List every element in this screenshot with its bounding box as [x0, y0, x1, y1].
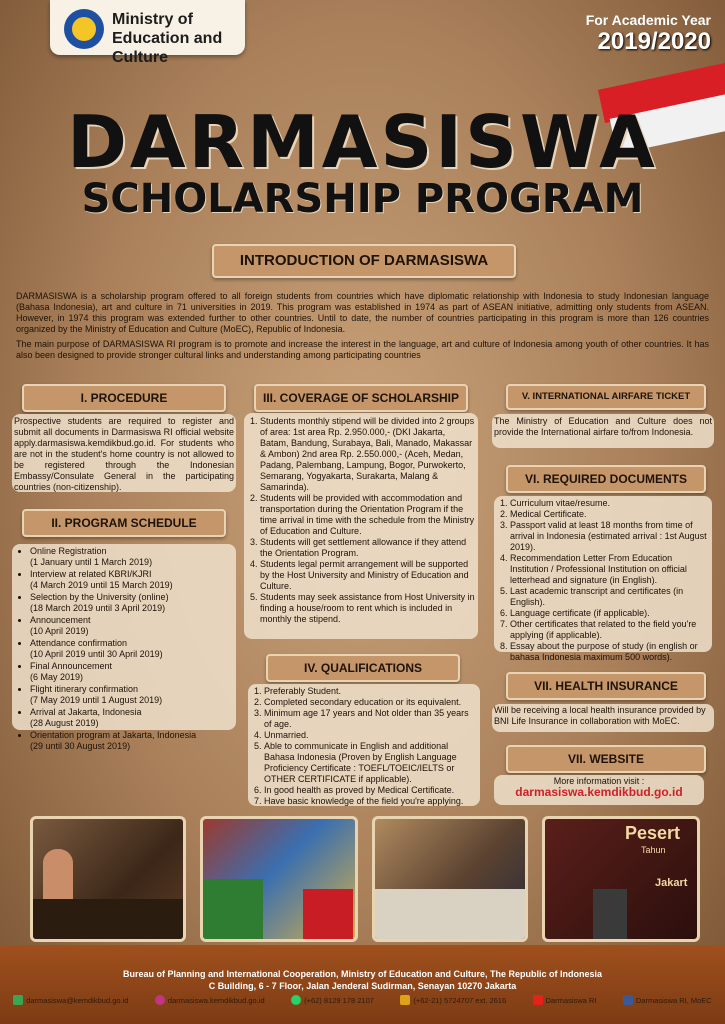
- coverage-panel: [244, 413, 478, 639]
- photo-instruments-shape: [33, 899, 183, 939]
- list-item: 4. Students legal permit arrangement will be supported by the Host University and Ministry of Education and Culture.: [260, 559, 475, 592]
- schedule-item-title: • Attendance confirmation: [30, 638, 128, 648]
- schedule-item-title: • Selection by the University (online): [30, 592, 169, 602]
- intro-heading: INTRODUCTION OF DARMASISWA: [212, 244, 516, 278]
- schedule-item-date: (29 until 30 August 2019): [30, 741, 131, 751]
- photo-banner-subtext: Tahun: [641, 845, 666, 855]
- schedule-list: [17, 546, 231, 752]
- contact-youtube[interactable]: Darmasiswa RI: [533, 995, 597, 1005]
- list-item: [30, 661, 231, 683]
- schedule-heading: II. PROGRAM SCHEDULE: [22, 509, 226, 537]
- schedule-item-title: • Final Announcement: [30, 661, 113, 671]
- list-item: [30, 592, 231, 614]
- facebook-icon: [623, 995, 633, 1005]
- website-link[interactable]: darmasiswa.kemdikbud.go.id: [515, 785, 683, 799]
- photo-crowd-shape: [375, 889, 525, 939]
- list-item: [30, 615, 231, 637]
- schedule-item-title: • Interview at related KBRI/KJRI: [30, 569, 152, 579]
- list-item: [30, 638, 231, 660]
- schedule-item-title: • Flight itinerary confirmation: [30, 684, 139, 694]
- schedule-item-date: (1 January until 1 March 2019): [30, 557, 153, 567]
- health-heading: VII. HEALTH INSURANCE: [506, 672, 706, 700]
- airfare-text: The Ministry of Education and Culture does not provide the International airfare to/from Indonesia.: [492, 414, 714, 448]
- schedule-panel: [12, 544, 236, 751]
- list-item: 2. Completed secondary education or its equivalent.: [264, 697, 477, 708]
- schedule-item-date: (6 May 2019): [30, 672, 84, 682]
- page-subtitle: SCHOLARSHIP PROGRAM: [81, 176, 644, 222]
- photo-flag-shape: [303, 889, 353, 939]
- intro-paragraph-1: DARMASISWA is a scholarship program offered to all foreign students from countries which have diplomatic relationship with Indonesia to study Indonesian language (Bahasa Indonesia), art and culture in 71 universities in 2019. This program was established in 1974 as part of ASEAN initiative, admitting only students from ASEAN. However, in 1974 this program was extended further to other countries. Until to date, the number of countries participating in this program is more than 126 countries organized by the Ministry of Education and Culture (MoEC), Republic of Indonesia.: [16, 291, 709, 334]
- whatsapp-icon: [291, 995, 301, 1005]
- ministry-name: Ministry of Education and Culture: [112, 11, 223, 66]
- schedule-item-title: • Online Registration: [30, 546, 107, 556]
- list-item: 4. Recommendation Letter From Education Institution / Professional Institution on official letterhead and signature (in English).: [510, 553, 709, 586]
- coverage-heading: III. COVERAGE OF SCHOLARSHIP: [254, 384, 468, 412]
- photo-banner-city: Jakart: [655, 877, 688, 889]
- qualifications-list: [251, 686, 477, 807]
- qualifications-heading: IV. QUALIFICATIONS: [266, 654, 460, 682]
- documents-panel: [494, 496, 712, 662]
- footer-address-2: C Building, 6 - 7 Floor, Jalan Jenderal Sudirman, Senayan 10270 Jakarta: [208, 981, 517, 991]
- contact-email[interactable]: darmasiswa@kemdikbud.go.id: [13, 995, 128, 1005]
- procedure-heading: I. PROCEDURE: [22, 384, 226, 412]
- list-item: 5. Students may seek assistance from Host University in finding a house/room to rent which is included in monthly the stipend.: [260, 592, 475, 625]
- list-item: 8. Essay about the purpose of study (in english or bahasa Indonesia maximum 500 words).: [510, 641, 709, 663]
- schedule-item-title: • Announcement: [30, 615, 91, 625]
- photo-flag-shape-2: [203, 879, 263, 939]
- list-item: 4. Unmarried.: [264, 730, 477, 741]
- list-item: 5. Able to communicate in English and additional Bahasa Indonesia (Proven by English Language Proficiency Certificate : TOEFL/TOEIC/IELTS or OTHER CERTIFICATE if applicable).: [264, 741, 477, 785]
- logo-emblem-icon: [72, 17, 96, 41]
- instagram-icon: [155, 995, 165, 1005]
- schedule-item-date: (10 April 2019 until 30 April 2019): [30, 649, 163, 659]
- list-item: 1. Curriculum vitae/resume.: [510, 498, 709, 509]
- list-item: 2. Medical Certificate.: [510, 509, 709, 520]
- list-item: [30, 707, 231, 729]
- website-heading: VII. WEBSITE: [506, 745, 706, 773]
- health-text: Will be receiving a local health insurance provided by BNI Life Insurance in collaboration with MoEC.: [492, 704, 714, 732]
- documents-list: [497, 498, 709, 663]
- airfare-heading: V. INTERNATIONAL AIRFARE TICKET: [506, 384, 706, 410]
- schedule-item-date: (7 May 2019 until 1 August 2019): [30, 695, 163, 705]
- contact-facebook[interactable]: Darmasiswa RI, MoEC: [623, 995, 712, 1005]
- academic-year-label: For Academic Year: [585, 12, 711, 28]
- schedule-item-date: (4 March 2019 until 15 March 2019): [30, 580, 173, 590]
- footer-address-1: Bureau of Planning and International Cooperation, Ministry of Education and Culture, The Republic of Indonesia: [122, 969, 603, 979]
- list-item: [30, 569, 231, 591]
- coverage-list: [247, 416, 475, 625]
- photo-gamelan: [30, 816, 186, 942]
- list-item: 6. In good health as proved by Medical Certificate.: [264, 785, 477, 796]
- list-item: [30, 684, 231, 706]
- photo-flags: [200, 816, 358, 942]
- intro-paragraph-2: The main purpose of DARMASISWA RI program is to promote and increase the interest in the language, art and culture of Indonesia among youth of other countries. It has also been designed to provide stronger cultural links and understanding among participating countries: [16, 339, 709, 360]
- contact-whatsapp[interactable]: (+62) 8129 178 2107: [291, 995, 374, 1005]
- list-item: 2. Students will be provided with accommodation and transportation during the Orientation Program if the time arrival in time with the schedule from the Ministry of Education and Culture.: [260, 493, 475, 537]
- youtube-icon: [533, 995, 543, 1005]
- contact-phone[interactable]: (+62-21) 5724707 ext. 2616: [400, 995, 506, 1005]
- photo-students: [372, 816, 528, 942]
- contact-bar: [0, 995, 725, 1005]
- academic-year: 2019/2020: [597, 28, 711, 55]
- list-item: 3. Minimum age 17 years and Not older than 35 years of age.: [264, 708, 477, 730]
- phone-icon: [400, 995, 410, 1005]
- website-panel: [494, 775, 704, 805]
- contact-instagram[interactable]: darmasiswa.kemdikbud.go.id: [155, 995, 265, 1005]
- list-item: [30, 730, 231, 752]
- website-label: More information visit :: [553, 776, 645, 786]
- schedule-item-title: • Orientation program at Jakarta, Indonesia: [30, 730, 197, 740]
- schedule-item-title: • Arrival at Jakarta, Indonesia: [30, 707, 142, 717]
- schedule-item-date: (28 August 2019): [30, 718, 99, 728]
- list-item: [30, 546, 231, 568]
- photo-ceremony: [542, 816, 700, 942]
- procedure-text: Prospective students are required to register and submit all documents in Darmasiswa RI official website apply.darmasiswa.kemdikbud.go.id. For students who are not in the student's home country is not allowed to be registered through the Indonesian Embassy/Consulate General in the participating countries (non-citizenship).: [14, 416, 234, 492]
- list-item: 3. Students will get settlement allowance if they attend the Orientation Program.: [260, 537, 475, 559]
- list-item: 1. Students monthly stipend will be divided into 2 groups of area: 1st area Rp. 2.950.000,- (DKI Jakarta, Batam, Bandung, Surabaya, Bali, Manado, Makassar & Ambon) 2nd area Rp. 2.550.000,- (Aceh, Medan, Padang, Palembang, Lampung, Bogor, Purwokerto, Semarang, Yogyakarta, Surakarta, Malang & Samarinda).: [260, 416, 475, 493]
- schedule-item-date: (18 March 2019 until 3 April 2019): [30, 603, 166, 613]
- list-item: 7. Other certificates that related to the field you're applying (if applicable).: [510, 619, 709, 641]
- page-title: DARMASISWA: [67, 100, 658, 184]
- list-item: 3. Passport valid at least 18 months from time of arrival in Indonesia (estimated arrival : 1st August 2019).: [510, 520, 709, 553]
- photo-podium-shape: [593, 889, 627, 939]
- schedule-item-date: (10 April 2019): [30, 626, 89, 636]
- footer: [0, 945, 725, 1024]
- photo-banner-text: Pesert: [625, 823, 681, 843]
- list-item: 6. Language certificate (if applicable).: [510, 608, 709, 619]
- list-item: 1. Preferably Student.: [264, 686, 477, 697]
- qualifications-panel: [248, 684, 480, 806]
- documents-heading: VI. REQUIRED DOCUMENTS: [506, 465, 706, 493]
- email-icon: [13, 995, 23, 1005]
- list-item: 5. Last academic transcript and certificates (in English).: [510, 586, 709, 608]
- list-item: 7. Have basic knowledge of the field you're applying.: [264, 796, 477, 807]
